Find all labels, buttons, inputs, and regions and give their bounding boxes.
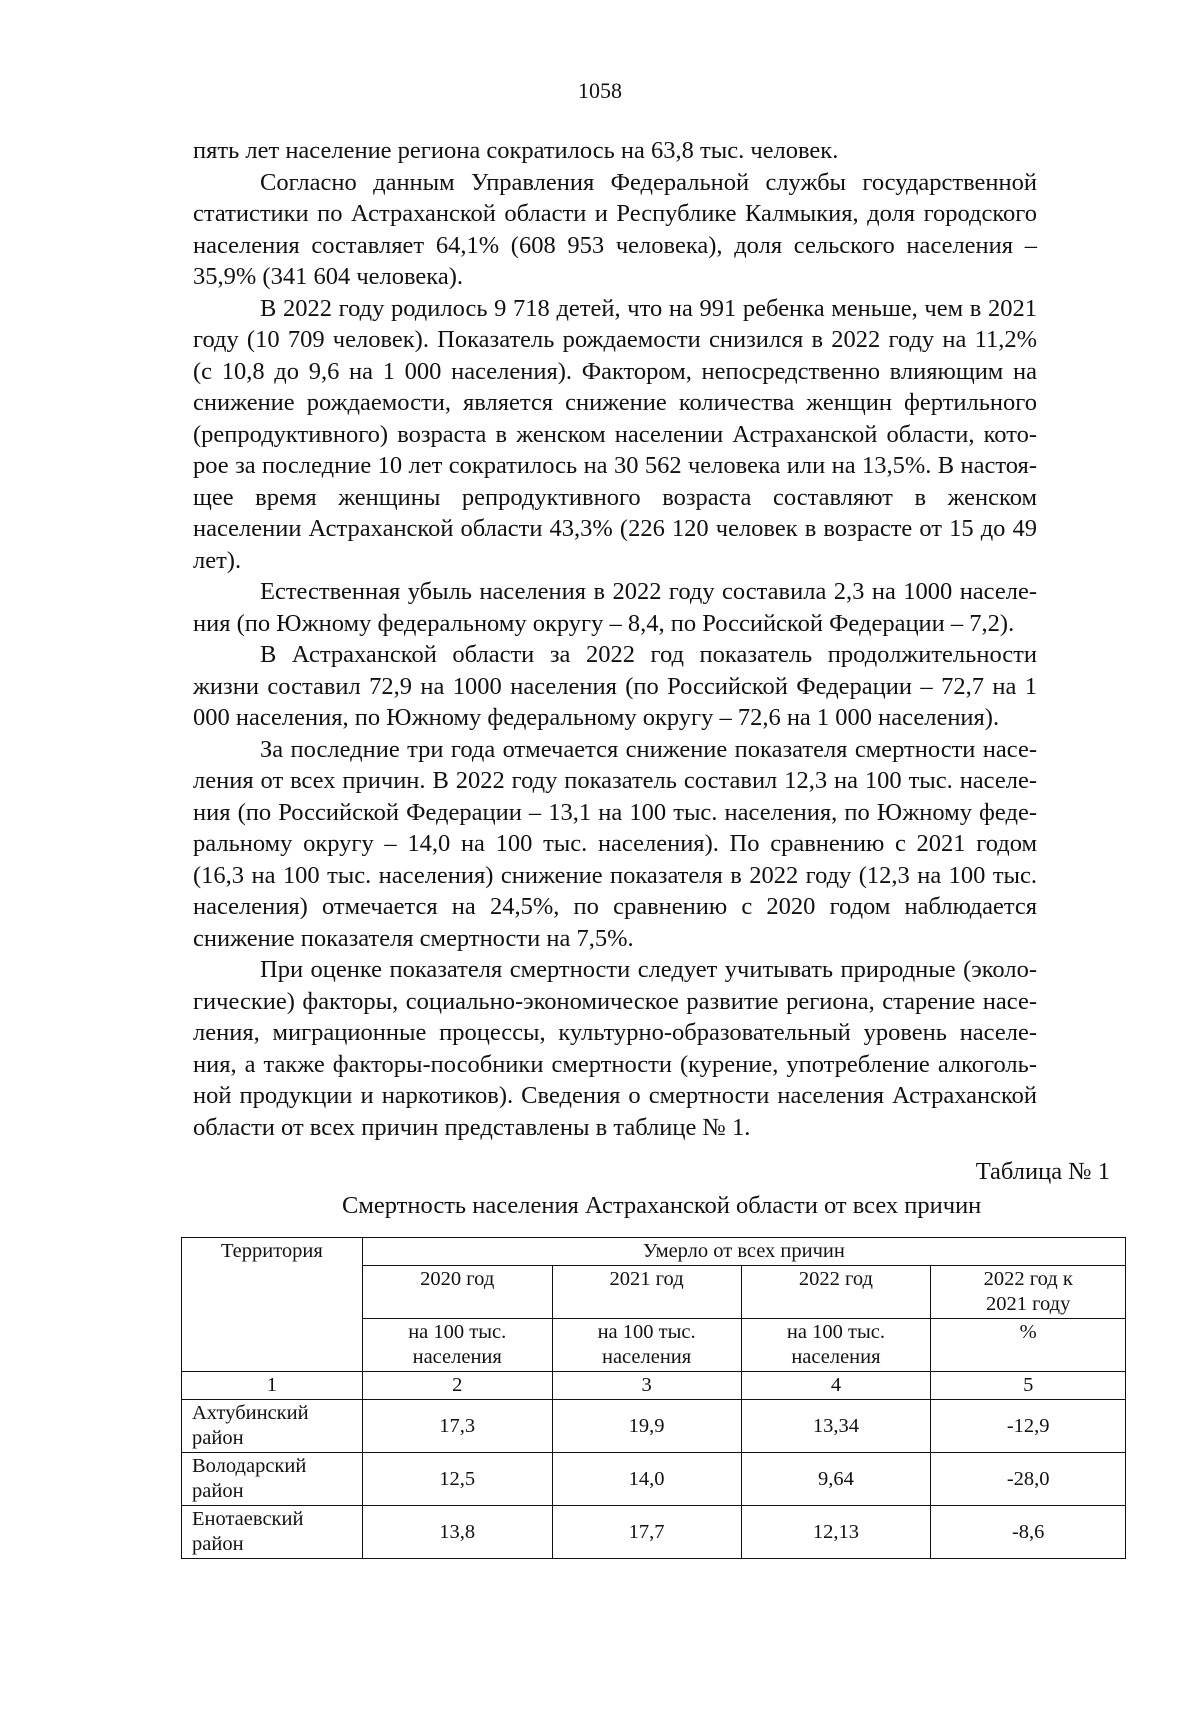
value-2022: 9,64 xyxy=(741,1453,931,1506)
header-year: 2022 год xyxy=(741,1266,931,1319)
header-unit: % xyxy=(931,1319,1126,1372)
column-number: 5 xyxy=(931,1372,1126,1400)
page-number: 1058 xyxy=(578,78,622,103)
column-number: 4 xyxy=(741,1372,931,1400)
value-2020: 17,3 xyxy=(362,1400,552,1453)
header-territory: Территория xyxy=(182,1238,363,1372)
paragraph: В Астраханской области за 2022 год показатель продолжительности жизни составил 72,9 на 1000 населения (по Российской Федерации – 72,7 на 1 000 населения, по Южному федеральному округу – 72,6 на 1 000 населения). xyxy=(193,641,1037,731)
paragraph: В 2022 году родилось 9 718 детей, что на 991 ребенка меньше, чем в 2021 году (10 709 человек). Показатель рождаемости снизился в 2022 году на 11,2% (с 10,8 до 9,6 на 1 000 населения). Фактором, непосредственно влияющим на снижение рождаемости, является снижение количества женщин фертильного (репродуктивного) возраста в женском населении Астраханской области, которое за последние 10 лет сократилось на 30 562 человека или на 13,5%. В настоящее время женщины репродуктивного возраста составляют в женском населении Астраханской области 43,3% (226 120 человек в возрасте от 15 до 49 лет). xyxy=(193,294,1037,574)
value-2020: 12,5 xyxy=(362,1453,552,1506)
territory-name: Ахтубинский район xyxy=(182,1400,363,1453)
header-year: 2022 год к 2021 году xyxy=(931,1266,1126,1319)
text-body xyxy=(193,135,1037,1143)
value-change: -28,0 xyxy=(931,1453,1126,1506)
value-2021: 14,0 xyxy=(552,1453,741,1506)
value-2022: 12,13 xyxy=(741,1506,931,1559)
table-row xyxy=(182,1506,1126,1559)
territory-name: Енотаевский район xyxy=(182,1506,363,1559)
paragraph: пять лет население региона сократилось на 63,8 тыс. человек. xyxy=(193,137,839,164)
table-row xyxy=(182,1400,1126,1453)
paragraph: Естественная убыль населения в 2022 году составила 2,3 на 1000 населения (по Южному федеральному округу – 8,4, по Российской Федерации – 7,2). xyxy=(193,578,1037,637)
value-2021: 17,7 xyxy=(552,1506,741,1559)
value-2021: 19,9 xyxy=(552,1400,741,1453)
value-change: -12,9 xyxy=(931,1400,1126,1453)
header-year: 2021 год xyxy=(552,1266,741,1319)
header-unit: на 100 тыс. населения xyxy=(362,1319,552,1372)
value-2020: 13,8 xyxy=(362,1506,552,1559)
column-number: 2 xyxy=(362,1372,552,1400)
column-number: 3 xyxy=(552,1372,741,1400)
territory-name: Володарский район xyxy=(182,1453,363,1506)
header-year: 2020 год xyxy=(362,1266,552,1319)
column-number: 1 xyxy=(182,1372,363,1400)
header-unit: на 100 тыс. населения xyxy=(741,1319,931,1372)
header-group: Умерло от всех причин xyxy=(362,1238,1125,1266)
paragraph: Согласно данным Управления Федеральной службы государственной статистики по Астраханской области и Республике Калмыкия, доля городского населения составляет 64,1% (608 953 человека), доля сельского населения – 35,9% (341 604 человека). xyxy=(193,168,1037,290)
table-label: Таблица № 1 xyxy=(975,1158,1110,1185)
table-title: Смертность населения Астраханской области от всех причин xyxy=(342,1192,982,1219)
value-change: -8,6 xyxy=(931,1506,1126,1559)
paragraph: За последние три года отмечается снижение показателя смертности населения от всех причин. В 2022 году показатель составил 12,3 на 100 тыс. населения (по Российской Федерации – 13,1 на 100 тыс. населения, по Южному федеральному округу – 14,0 на 100 тыс. населения). По сравнению с 2021 годом (16,3 на 100 тыс. населения) снижение показателя в 2022 году (12,3 на 100 тыс. населения) отмечается на 24,5%, по сравнению с 2020 годом наблюдается снижение показателя смертности на 7,5%. xyxy=(193,735,1037,952)
table-row xyxy=(182,1453,1126,1506)
header-unit: на 100 тыс. населения xyxy=(552,1319,741,1372)
paragraph: При оценке показателя смертности следует учитывать природные (экологические) факторы, социально-экономическое развитие региона, старение населения, миграционные процессы, культурно-образовательный уровень населения, а также факторы-пособники смертности (курение, употребление алкогольной продукции и наркотиков). Сведения о смертности населения Астраханской области от всех причин представлены в таблице № 1. xyxy=(193,956,1037,1141)
mortality-table xyxy=(181,1237,1126,1559)
value-2022: 13,34 xyxy=(741,1400,931,1453)
